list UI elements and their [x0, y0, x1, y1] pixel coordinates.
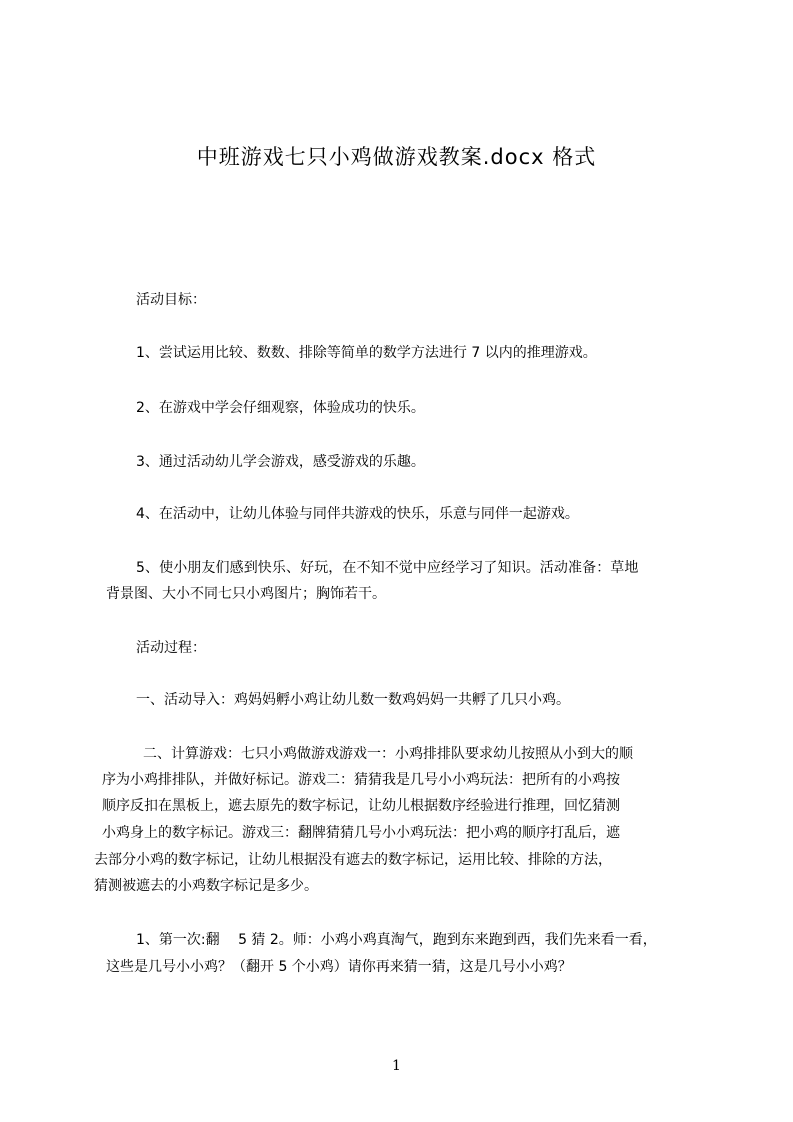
goals-heading: 活动目标：	[136, 292, 206, 308]
page-number: 1	[392, 1058, 401, 1074]
goal-item-5-line: 背景图、大小不同七只小鸡图片；胸饰若干。	[106, 586, 386, 602]
process-step-3-line: 这些是几号小小鸡？（翻开 5 个小鸡）请你再来猜一猜，这是几号小小鸡？	[106, 959, 572, 975]
goal-item: 4、在活动中，让幼儿体验与同伴共游戏的快乐，乐意与同伴一起游戏。	[136, 506, 579, 522]
process-step-2-line: 二、计算游戏：七只小鸡做游戏游戏一：小鸡排排队要求幼儿按照从小到大的顺	[143, 746, 633, 762]
process-step-2-line: 顺序反扣在黑板上，遮去原先的数字标记，让幼儿根据数序经验进行推理，回忆猜测	[102, 798, 620, 814]
process-step-1: 一、活动导入：鸡妈妈孵小鸡让幼儿数一数鸡妈妈一共孵了几只小鸡。	[136, 692, 570, 708]
process-step-2-line: 序为小鸡排排队，并做好标记。游戏二：猜猜我是几号小小鸡玩法：把所有的小鸡按	[102, 772, 620, 788]
process-step-3-line: 1、第一次:翻 5 猜 2。师：小鸡小鸡真淘气，跑到东来跑到西，我们先来看一看，	[136, 932, 657, 948]
document-title: 中班游戏七只小鸡做游戏教案.docx 格式	[196, 145, 597, 169]
goal-item: 1、尝试运用比较、数数、排除等简单的数学方法进行 7 以内的推理游戏。	[136, 345, 597, 361]
process-step-2-line: 小鸡身上的数字标记。游戏三：翻牌猜猜几号小小鸡玩法：把小鸡的顺序打乱后，遮	[102, 825, 620, 841]
goal-item-5-line: 5、使小朋友们感到快乐、好玩，在不知不觉中应经学习了知识。活动准备：草地	[136, 560, 639, 576]
goal-item: 2、在游戏中学会仔细观察，体验成功的快乐。	[136, 400, 425, 416]
process-heading: 活动过程：	[136, 640, 206, 656]
process-step-2-line: 去部分小鸡的数字标记，让幼儿根据没有遮去的数字标记，运用比较、排除的方法，	[94, 852, 612, 868]
goal-item: 3、通过活动幼儿学会游戏，感受游戏的乐趣。	[136, 454, 425, 470]
process-step-2-line: 猜测被遮去的小鸡数字标记是多少。	[94, 878, 318, 894]
